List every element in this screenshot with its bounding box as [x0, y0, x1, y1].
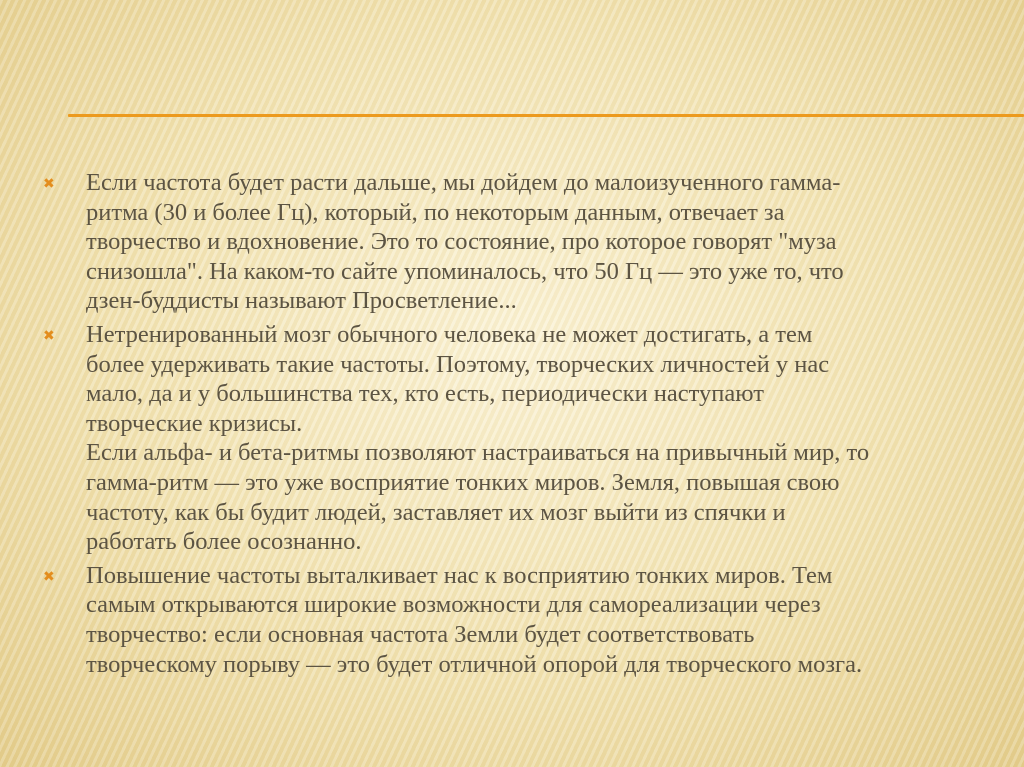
x-bullet-icon: ✖	[43, 568, 55, 585]
text-line: работать более осознанно.	[86, 528, 362, 556]
text-line: Нетренированный мозг обычного человека не может достигать, а тем	[86, 320, 813, 348]
bullet-item-1	[42, 168, 1002, 316]
text-line: снизошла". На каком-то сайте упоминалось, что 50 Гц — это уже то, что	[86, 257, 844, 285]
bullet-item-3	[42, 561, 1002, 679]
text-line: более удерживать такие частоты. Поэтому, творческих личностей у нас	[86, 350, 830, 378]
text-line: творческому порыву — это будет отличной опорой для творческого мозга.	[86, 650, 863, 678]
x-bullet-icon: ✖	[43, 176, 55, 192]
text-line: ритма (30 и более Гц), который, по некоторым данным, отвечает за	[86, 198, 785, 226]
text-line: Если альфа- и бета-ритмы позволяют настраиваться на привычный мир, то	[86, 439, 870, 467]
bullet-list	[42, 168, 1002, 683]
bullet-item-2	[42, 320, 1002, 557]
text-line: частоту, как бы будит людей, заставляет их мозг выйти из спячки и	[86, 498, 786, 526]
text-line: мало, да и у большинства тех, кто есть, периодически наступают	[86, 380, 764, 408]
text-line: Повышение частоты выталкивает нас к восприятию тонких миров. Тем	[86, 561, 833, 589]
x-bullet-icon: ✖	[43, 327, 55, 344]
text-line: творческие кризисы.	[86, 409, 303, 437]
text-line: дзен-буддисты называют Просветление...	[86, 287, 517, 315]
title-divider-line	[68, 114, 1024, 117]
text-line: Если частота будет расти дальше, мы дойдем до малоизученного гамма-	[86, 169, 841, 196]
text-line: творчество и вдохновение. Это то состояние, про которое говорят "муза	[86, 228, 837, 256]
text-line: самым открываются широкие возможности для самореализации через	[86, 591, 821, 619]
text-line: творчество: если основная частота Земли будет соответствовать	[86, 620, 755, 648]
text-line: гамма-ритм — это уже восприятие тонких миров. Земля, повышая свою	[86, 468, 840, 496]
